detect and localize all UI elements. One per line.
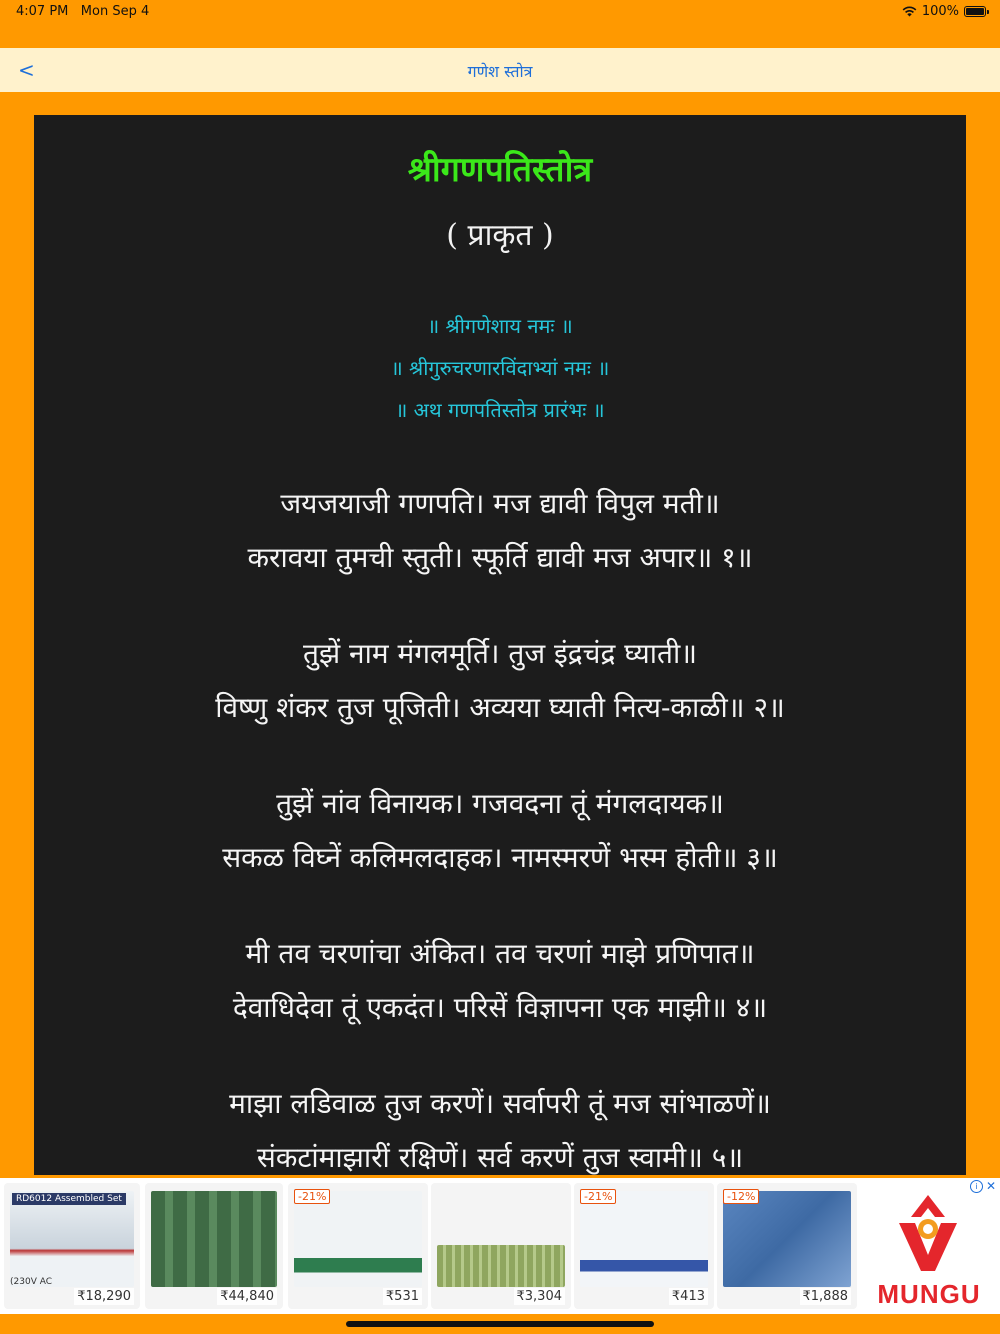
verse (34, 777, 966, 885)
verse-line: जयजयाजी गणपति। मज द्यावी विपुल मती॥ (280, 487, 720, 520)
product-price: ₹18,290 (74, 1288, 134, 1305)
product-image (151, 1191, 277, 1287)
battery-icon (964, 6, 986, 17)
ad-product-card[interactable] (4, 1183, 140, 1309)
product-image (437, 1245, 565, 1287)
info-icon[interactable]: i (970, 1180, 983, 1193)
verse-line: करावया तुमची स्तुती। स्फूर्ति द्यावी मज अपार॥ १॥ (247, 541, 753, 574)
ad-banner[interactable] (0, 1178, 1000, 1314)
verse-line: तुझें नाम मंगलमूर्ति। तुज इंद्रचंद्र घ्याती॥ (303, 637, 697, 670)
invocation-line: ॥ अथ गणपतिस्तोत्र प्रारंभः ॥ (395, 398, 605, 422)
product-tag: RD6012 Assembled Set (12, 1193, 126, 1205)
page-title: गणेश स्तोत्र (467, 62, 533, 81)
wifi-icon (902, 6, 917, 17)
ad-product-card[interactable] (145, 1183, 283, 1309)
home-indicator[interactable] (346, 1321, 654, 1327)
advertiser-name: MUNGU (877, 1279, 981, 1309)
verse (34, 927, 966, 1035)
invocation-line: ॥ श्रीगणेशाय नमः ॥ (427, 314, 573, 338)
verse-line: संकटांमाझारीं रक्षिणें। सर्व करणें तुज स्वामी॥ ५॥ (256, 1141, 744, 1174)
product-price: ₹413 (669, 1288, 708, 1305)
advertiser-logo[interactable] (862, 1183, 996, 1309)
verse-line: सकळ विघ्नें कलिमलदाहक। नामस्मरणें भस्म होती॥ ३॥ (222, 841, 778, 874)
product-image (580, 1191, 708, 1287)
status-bar (0, 0, 1000, 24)
verse (34, 1077, 966, 1175)
verse-list (34, 477, 966, 1175)
discount-badge: -12% (723, 1189, 759, 1204)
mungu-logo-icon (893, 1193, 963, 1273)
verse-line: विष्णु शंकर तुज पूजिती। अव्यया घ्याती नित्य-काळी॥ २॥ (215, 691, 785, 724)
verse-line: माझा लडिवाळ तुज करणें। सर्वापरी तूं मज सांभाळणें॥ (229, 1087, 771, 1120)
close-icon[interactable]: ✕ (985, 1179, 996, 1193)
verse-line: मी तव चरणांचा अंकित। तव चरणां माझे प्रणिपात॥ (245, 937, 755, 970)
verse-line: देवाधिदेवा तूं एकदंत। परिसें विज्ञापना एक माझी॥ ४॥ (232, 991, 768, 1024)
product-price: ₹3,304 (514, 1288, 566, 1305)
back-button[interactable]: < (18, 58, 35, 82)
discount-badge: -21% (294, 1189, 330, 1204)
product-price: ₹531 (383, 1288, 422, 1305)
navigation-bar (0, 48, 1000, 92)
ad-product-card[interactable] (288, 1183, 428, 1309)
ad-choices[interactable] (970, 1179, 996, 1193)
product-image (723, 1191, 851, 1287)
ad-product-card[interactable] (431, 1183, 571, 1309)
product-price: ₹44,840 (217, 1288, 277, 1305)
product-image (294, 1191, 422, 1287)
verse-line: तुझें नांव विनायक। गजवदना तूं मंगलदायक॥ (276, 787, 724, 820)
stotra-heading: श्रीगणपतिस्तोत्र (407, 150, 593, 190)
product-price: ₹1,888 (800, 1288, 852, 1305)
stotra-content[interactable] (34, 115, 966, 1175)
invocation-line: ॥ श्रीगुरुचरणारविंदाभ्यां नमः ॥ (390, 356, 610, 380)
discount-badge: -21% (580, 1189, 616, 1204)
product-note: (230V AC (10, 1277, 52, 1287)
status-time: 4:07 PM Mon Sep 4 (16, 4, 150, 19)
status-right (902, 4, 986, 19)
product-image (10, 1191, 134, 1287)
verse (34, 477, 966, 585)
verse (34, 627, 966, 735)
stotra-subheading: ( प्राकृत ) (446, 218, 554, 253)
battery-percent: 100% (921, 4, 959, 19)
ad-product-card[interactable] (574, 1183, 714, 1309)
ad-product-card[interactable] (717, 1183, 857, 1309)
invocation-list (34, 305, 966, 431)
